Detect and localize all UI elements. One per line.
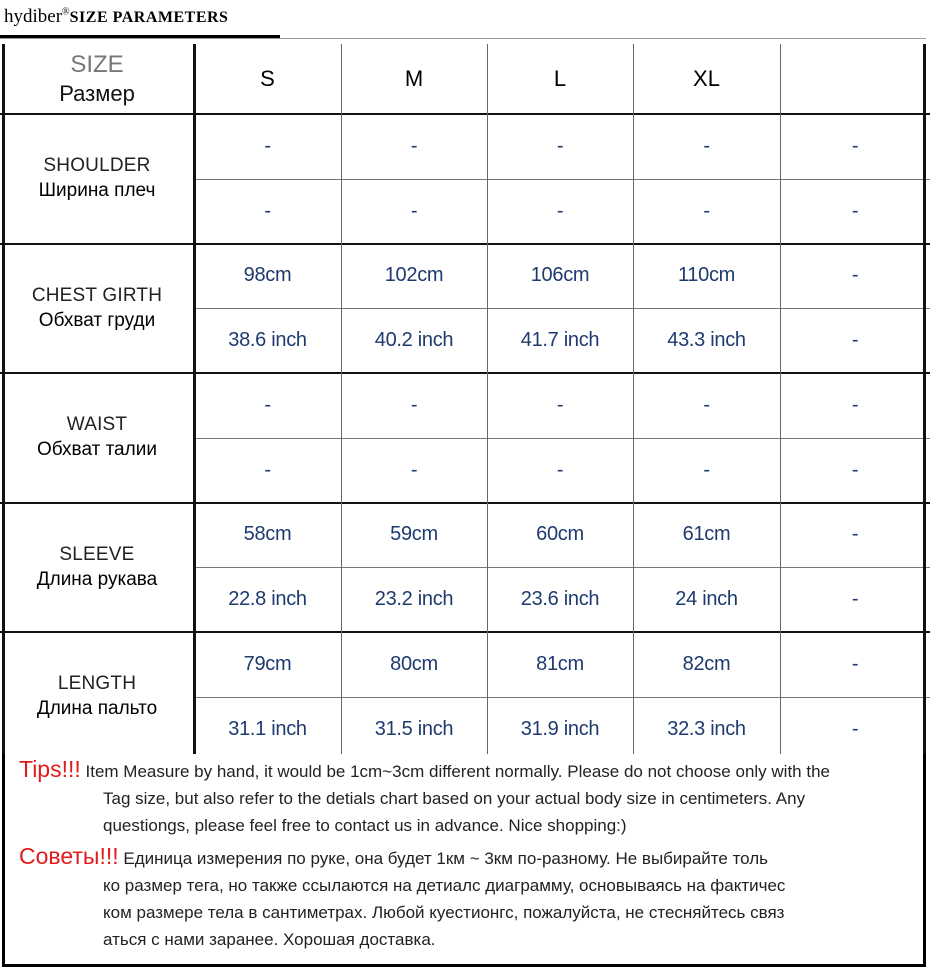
subrow-separator xyxy=(194,438,930,439)
value-cell-cm: - xyxy=(851,134,859,157)
subrow-separator xyxy=(194,567,930,568)
subrow-separator xyxy=(194,179,930,180)
size-column-header: XL xyxy=(693,66,720,91)
tip-line xyxy=(19,926,785,953)
value-cell-cm: 102cm xyxy=(384,264,444,287)
value-cell-cm: - xyxy=(703,393,710,416)
size-column-header: L xyxy=(553,66,567,91)
size-table xyxy=(0,44,930,754)
value-cell-inch: 31.9 inch xyxy=(520,717,600,740)
tip-line xyxy=(19,843,785,872)
value-cell-inch: 41.7 inch xyxy=(520,329,600,352)
tip-line xyxy=(19,756,830,785)
column-divider xyxy=(633,44,634,754)
measurement-label xyxy=(0,244,194,374)
value-cell-cm: - xyxy=(264,393,271,416)
tips-label-ru: Советы!!! xyxy=(19,843,119,869)
column-divider xyxy=(487,44,488,754)
value-cell-inch: - xyxy=(556,458,564,481)
measurement-name-en: LENGTH xyxy=(57,673,137,695)
value-cell-cm: 61cm xyxy=(682,523,731,546)
value-cell-inch: - xyxy=(264,458,271,481)
tip-text: аться с нами заранее. Хорошая доставка. xyxy=(103,930,436,949)
value-cell-cm: - xyxy=(264,134,271,157)
label-column-divider xyxy=(193,44,196,754)
table-left-edge xyxy=(2,44,5,754)
tips-label-en: Tips!!! xyxy=(19,756,81,782)
value-cell-cm: 58cm xyxy=(243,523,292,546)
tips-panel xyxy=(2,754,926,967)
tip-text: ком размере тела в сантиметрах. Любой куестионгс, пожалуйста, не стесняйтесь связ xyxy=(103,903,785,922)
value-cell-inch: - xyxy=(851,588,859,611)
value-cell-inch: - xyxy=(851,199,859,222)
measurement-name-en: SLEEVE xyxy=(59,543,135,565)
tip-text: ко размер тега, но также ссылаются на детиалс диаграмму, основываясь на фактичес xyxy=(103,876,786,895)
row-separator xyxy=(0,372,930,374)
table-right-edge xyxy=(923,44,926,754)
value-cell-inch: 24 inch xyxy=(675,588,738,611)
brand-title xyxy=(4,6,228,28)
measurement-label xyxy=(0,373,194,503)
size-column-header: M xyxy=(404,66,424,91)
tip-line xyxy=(19,812,830,839)
value-cell-inch: 43.3 inch xyxy=(667,329,746,352)
subrow-separator xyxy=(194,697,930,698)
column-divider xyxy=(780,44,781,754)
value-cell-inch: 23.2 inch xyxy=(374,588,454,611)
value-cell-inch: 31.5 inch xyxy=(374,717,454,740)
value-cell-cm: 106cm xyxy=(530,264,590,287)
measurement-label xyxy=(0,503,194,633)
value-cell-inch: - xyxy=(851,717,859,740)
measurement-name-ru: Длина пальто xyxy=(36,698,158,720)
tip-text: questiongs, please feel free to contact us in advance. Nice shopping:) xyxy=(103,816,627,835)
value-cell-inch: 32.3 inch xyxy=(667,717,746,740)
tip-text: Tag size, but also refer to the detials chart based on your actual body size in centimeters. Any xyxy=(103,789,806,808)
value-cell-inch: 31.1 inch xyxy=(228,717,307,740)
value-cell-cm: 82cm xyxy=(682,652,731,675)
measurement-name-en: SHOULDER xyxy=(43,155,151,177)
page-title: SIZE PARAMETERS xyxy=(69,9,229,26)
value-cell-cm: 59cm xyxy=(390,523,438,546)
measurement-name-en: CHEST GIRTH xyxy=(31,284,163,306)
value-cell-inch: 23.6 inch xyxy=(520,588,600,611)
value-cell-cm: 60cm xyxy=(536,523,584,546)
value-cell-cm: 79cm xyxy=(243,652,292,675)
value-cell-inch: - xyxy=(264,199,271,222)
value-cell-cm: - xyxy=(851,393,859,416)
value-cell-cm: - xyxy=(851,652,859,675)
value-cell-inch: 40.2 inch xyxy=(374,329,454,352)
value-cell-inch: - xyxy=(556,199,564,222)
subrow-separator xyxy=(194,308,930,309)
tip-line xyxy=(19,785,830,812)
page-header xyxy=(0,0,930,44)
value-cell-cm: 81cm xyxy=(536,652,584,675)
tip-text: Единица измерения по руке, она будет 1км ~ 3км по-разному. Не выбирайте толь xyxy=(123,849,769,868)
column-divider xyxy=(341,44,342,754)
measurement-name-ru: Обхват талии xyxy=(37,439,157,461)
value-cell-cm: - xyxy=(851,264,859,287)
tip-line xyxy=(19,872,785,899)
measurement-name-ru: Обхват груди xyxy=(38,309,156,331)
value-cell-inch: - xyxy=(703,458,710,481)
measurement-label xyxy=(0,632,194,762)
value-cell-cm: - xyxy=(410,134,418,157)
value-cell-inch: - xyxy=(851,329,859,352)
value-cell-inch: 38.6 inch xyxy=(228,329,307,352)
value-cell-cm: 110cm xyxy=(677,264,736,287)
tips-russian xyxy=(19,843,785,953)
size-header-ru: Размер xyxy=(59,81,135,106)
value-cell-cm: - xyxy=(410,393,418,416)
value-cell-inch: - xyxy=(410,458,418,481)
size-column-header xyxy=(780,44,930,114)
value-cell-cm: - xyxy=(851,523,859,546)
tip-line xyxy=(19,899,785,926)
row-separator xyxy=(0,113,930,115)
size-header-en: SIZE xyxy=(70,51,124,78)
value-cell-cm: - xyxy=(556,134,564,157)
value-cell-cm: - xyxy=(556,393,564,416)
measurement-name-ru: Длина рукава xyxy=(36,568,158,590)
row-separator xyxy=(0,243,930,245)
value-cell-inch: - xyxy=(851,458,859,481)
row-separator xyxy=(0,502,930,504)
measurement-name-ru: Ширина плеч xyxy=(38,180,156,202)
header-divider xyxy=(0,38,926,39)
value-cell-cm: 98cm xyxy=(243,264,292,287)
value-cell-inch: - xyxy=(410,199,418,222)
value-cell-inch: 22.8 inch xyxy=(228,588,307,611)
value-cell-cm: 80cm xyxy=(390,652,438,675)
value-cell-inch: - xyxy=(703,199,710,222)
tip-text: Item Measure by hand, it would be 1cm~3cm different normally. Please do not choose only with the xyxy=(85,762,830,781)
size-column-header: S xyxy=(260,66,275,91)
brand-name: hydiber xyxy=(4,6,63,27)
measurement-label xyxy=(0,114,194,244)
row-separator xyxy=(0,631,930,633)
registered-mark: ® xyxy=(62,6,70,18)
measurement-name-en: WAIST xyxy=(66,414,128,436)
size-header-cell xyxy=(0,44,194,114)
value-cell-cm: - xyxy=(703,134,710,157)
tips-english xyxy=(19,756,830,839)
